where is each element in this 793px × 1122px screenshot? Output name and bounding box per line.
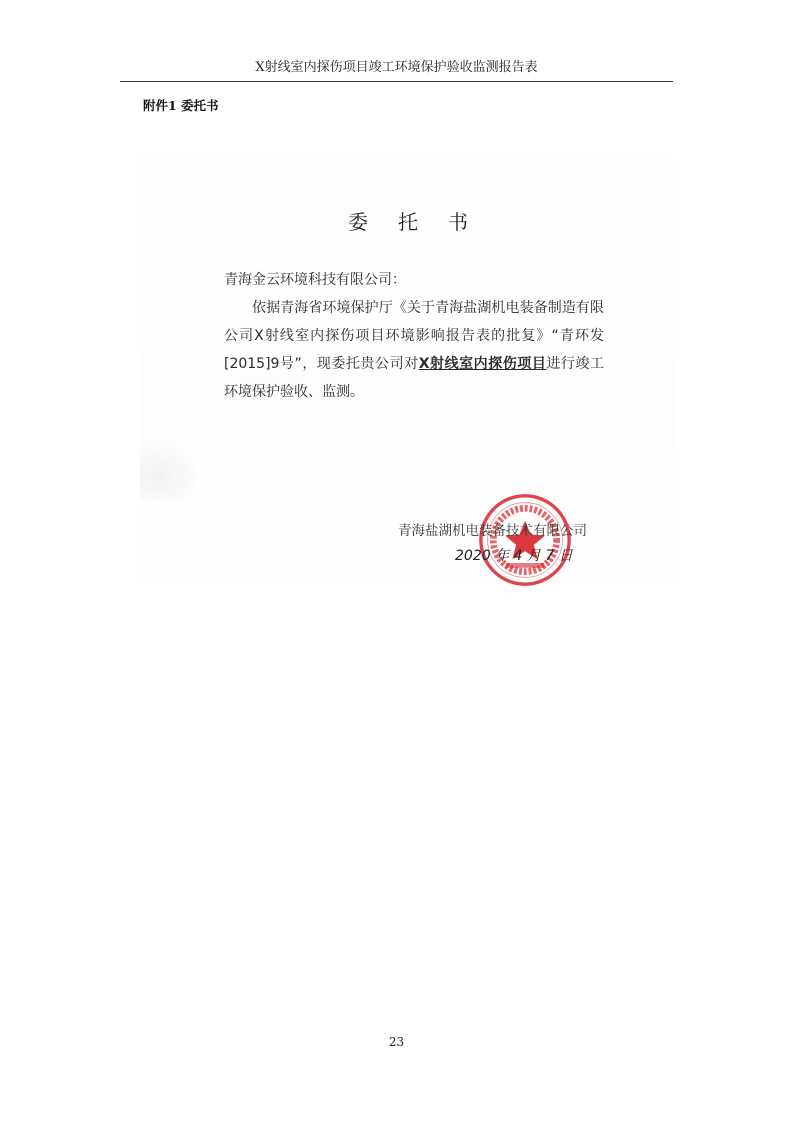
signature-date: 2020 年 4 月 7 日 — [455, 548, 573, 564]
page-header: X射线室内探伤项目竣工环境保护验收监测报告表 — [255, 60, 538, 75]
letter-title: 委托书 — [348, 210, 498, 234]
red-seal — [477, 492, 573, 588]
letter-text-after: 进行竣工环境保护验收、监测。 — [224, 356, 605, 400]
letter-body — [224, 266, 604, 406]
page-number: 23 — [388, 1035, 405, 1049]
signatory-company: 青海盐湖机电装备技术有限公司 — [398, 523, 587, 539]
project-name: X射线室内探伤项目 — [418, 356, 547, 372]
attachment-label: 附件1 委托书 — [143, 98, 219, 113]
header-divider — [120, 81, 673, 82]
letter-paragraph — [224, 294, 604, 406]
letter-text-before: 依据青海省环境保护厅《关于青海盐湖机电装备制造有限公司X射线室内探伤项目环境影响报告表的批复》“青环发[2015]9号”，现委托贵公司对 — [224, 300, 604, 372]
letter-recipient: 青海金云环境科技有限公司： — [224, 272, 406, 288]
scan-smudge — [140, 440, 200, 500]
